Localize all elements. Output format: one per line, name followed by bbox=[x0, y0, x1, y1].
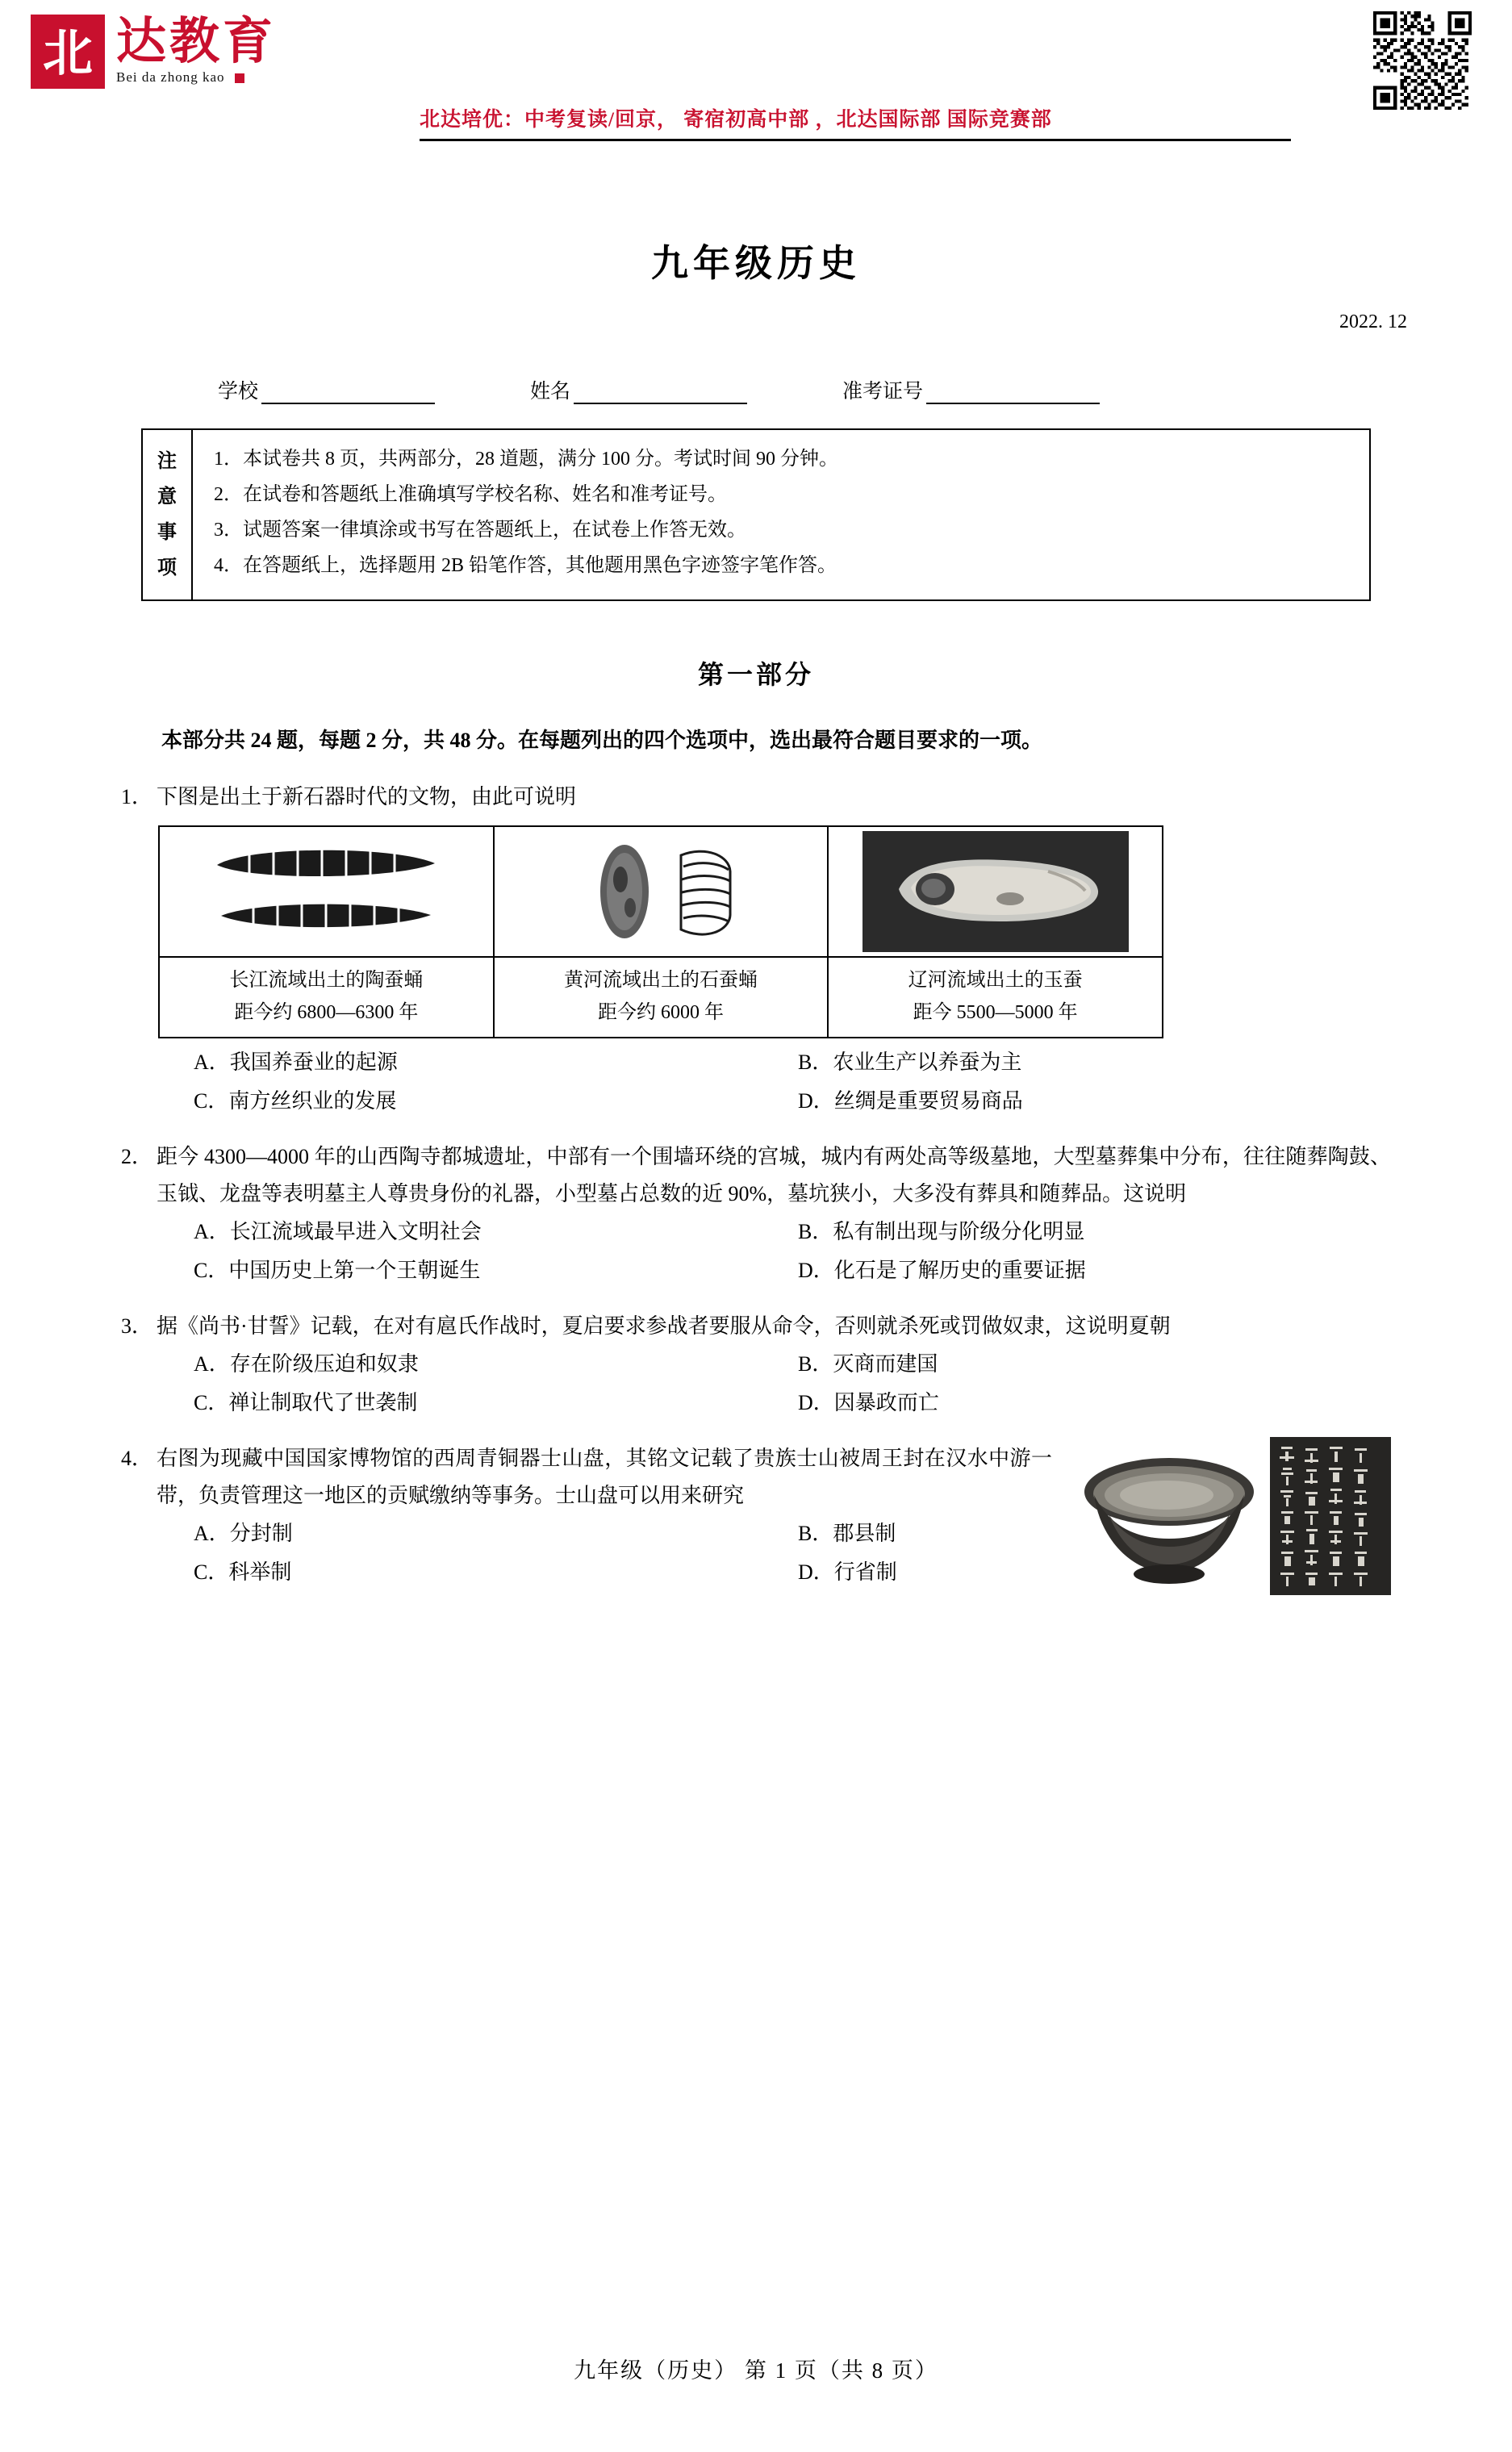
option-d[interactable]: D．行省制 bbox=[798, 1560, 897, 1584]
question-4-body bbox=[121, 1440, 1052, 1514]
header-slogan: 北达培优：中考复读/回京， 寄宿初高中部 ，北达国际部 国际竞赛部 bbox=[420, 109, 1052, 131]
part-title: 第一部分 bbox=[697, 660, 814, 689]
question-3-stem-row bbox=[121, 1308, 1391, 1345]
question-list bbox=[121, 779, 1391, 1592]
question-4-number: 4． bbox=[121, 1447, 153, 1470]
option-c[interactable]: C．中国历史上第一个王朝诞生 bbox=[194, 1259, 481, 1282]
notice-label bbox=[143, 430, 193, 599]
question-1-figure-table bbox=[158, 825, 1163, 1038]
option-c[interactable]: C．科举制 bbox=[194, 1560, 292, 1584]
option-a[interactable]: A．我国养蚕业的起源 bbox=[194, 1051, 398, 1074]
option-d[interactable]: D．丝绸是重要贸易商品 bbox=[798, 1089, 1023, 1113]
notice-item: 3．试题答案一律填涂或书写在答题纸上，在试卷上作答无效。 bbox=[214, 520, 746, 541]
stone-cocoon-cell bbox=[494, 826, 829, 957]
option-b[interactable]: B．私有制出现与阶级分化明显 bbox=[798, 1220, 1085, 1243]
caption-line: 长江流域出土的陶蚕蛹 bbox=[229, 970, 424, 991]
option-d[interactable]: D．因暴政而亡 bbox=[798, 1391, 939, 1414]
pottery-cocoon-cell bbox=[159, 826, 494, 957]
option-a[interactable]: A．存在阶级压迫和奴隶 bbox=[194, 1352, 419, 1376]
page-footer: 九年级（历史） 第 1 页（共 8 页） bbox=[574, 2358, 938, 2383]
question-2 bbox=[121, 1138, 1391, 1290]
notice-items bbox=[193, 430, 1369, 599]
logo-text-block bbox=[116, 15, 276, 86]
page-title: 九年级历史 bbox=[651, 243, 861, 284]
question-1-options bbox=[157, 1043, 1391, 1121]
logo-pinyin-row bbox=[116, 69, 276, 86]
question-2-stem: 距今 4300—4000 年的山西陶寺都城遗址，中部有一个围墙环绕的宫城，城内有两处高等级墓地，大型墓葬集中分布，往往随葬陶鼓、玉钺、龙盘等表明墓主人尊贵身份的礼器，小型墓占总数的近 90%，墓坑狭小，大多没有葬具和随葬品。这说明 bbox=[157, 1145, 1391, 1205]
admission-number-input[interactable] bbox=[926, 382, 1100, 404]
notice-label-char-2: 意 bbox=[157, 487, 177, 508]
option-a[interactable]: A．长江流域最早进入文明社会 bbox=[194, 1220, 482, 1243]
notice-item: 1．本试卷共 8 页，共两部分，28 道题，满分 100 分。考试时间 90 分钟。 bbox=[214, 449, 838, 470]
question-3-options bbox=[157, 1345, 1391, 1422]
question-4 bbox=[121, 1440, 1391, 1592]
caption-line: 距今约 6000 年 bbox=[597, 1002, 724, 1023]
school-field bbox=[218, 375, 435, 404]
logo-square-mark bbox=[235, 73, 244, 83]
qr-code-icon bbox=[1373, 11, 1472, 110]
question-1 bbox=[121, 779, 1391, 1121]
exam-date: 2022. 12 bbox=[1339, 311, 1407, 332]
bronze-pan-vessel-icon bbox=[1076, 1437, 1262, 1595]
admission-number-label: 准考证号 bbox=[842, 381, 924, 403]
page-header bbox=[0, 0, 1512, 161]
question-4-stem: 右图为现藏中国国家博物馆的西周青铜器士山盘，其铭文记载了贵族士山被周王封在汉水中游一带，负责管理这一地区的贡赋缴纳等事务。士山盘可以用来研究 bbox=[157, 1447, 1052, 1507]
option-d[interactable]: D．化石是了解历史的重要证据 bbox=[798, 1259, 1086, 1282]
figure-image-row bbox=[159, 826, 1163, 957]
question-1-stem-row bbox=[121, 779, 1391, 816]
logo-name-cn: 达教育 bbox=[116, 15, 277, 69]
question-3 bbox=[121, 1308, 1391, 1422]
notice-label-char-3: 事 bbox=[157, 522, 177, 543]
name-field bbox=[530, 375, 747, 404]
stone-cocoon-caption bbox=[494, 957, 829, 1038]
name-label: 姓名 bbox=[530, 381, 571, 403]
pottery-cocoon-icon bbox=[193, 831, 459, 952]
option-b[interactable]: B．郡县制 bbox=[798, 1522, 896, 1545]
option-c[interactable]: C．禅让制取代了世袭制 bbox=[194, 1391, 418, 1414]
notice-item: 2．在试卷和答题纸上准确填写学校名称、姓名和准考证号。 bbox=[214, 484, 727, 505]
notice-box bbox=[141, 428, 1371, 601]
figure-caption-row bbox=[159, 957, 1163, 1038]
logo-badge: 北 bbox=[31, 15, 105, 89]
notice-label-char-4: 项 bbox=[157, 558, 177, 579]
admission-number-field bbox=[842, 375, 1100, 404]
option-b[interactable]: B．灭商而建国 bbox=[798, 1352, 938, 1376]
question-3-stem: 据《尚书·甘誓》记载，在对有扈氏作战时，夏启要求参战者要服从命令，否则就杀死或罚做奴隶，这说明夏朝 bbox=[157, 1314, 1171, 1338]
student-id-line bbox=[0, 375, 1512, 404]
notice-item: 4．在答题纸上，选择题用 2B 铅笔作答，其他题用黑色字迹签字笔作答。 bbox=[214, 555, 837, 576]
bronze-inscription-rubbing-wrap bbox=[1270, 1437, 1391, 1599]
option-c[interactable]: C．南方丝织业的发展 bbox=[194, 1089, 397, 1113]
jade-silkworm-icon bbox=[863, 831, 1129, 952]
caption-line: 黄河流域出土的石蚕蛹 bbox=[563, 970, 758, 991]
option-b[interactable]: B．农业生产以养蚕为主 bbox=[798, 1051, 1022, 1074]
question-4-stem-row bbox=[121, 1440, 1052, 1514]
pottery-cocoon-caption bbox=[159, 957, 494, 1038]
logo-pinyin: Bei da zhong kao bbox=[116, 69, 225, 85]
question-4-images bbox=[1068, 1437, 1391, 1599]
bronze-pan-vessel-wrap bbox=[1076, 1437, 1262, 1599]
question-1-number: 1． bbox=[121, 785, 153, 808]
brand-logo bbox=[31, 15, 276, 89]
school-input[interactable] bbox=[261, 382, 435, 404]
part-description: 本部分共 24 题，每题 2 分，共 48 分。在每题列出的四个选项中，选出最符合题目要求的一项。 bbox=[161, 729, 1043, 752]
jade-silkworm-caption bbox=[828, 957, 1163, 1038]
caption-line: 辽河流域出土的玉蚕 bbox=[908, 970, 1083, 991]
caption-line: 距今约 6800—6300 年 bbox=[234, 1002, 419, 1023]
question-3-number: 3． bbox=[121, 1314, 153, 1338]
stone-cocoon-icon bbox=[540, 831, 782, 952]
jade-silkworm-cell bbox=[828, 826, 1163, 957]
notice-label-char-1: 注 bbox=[157, 451, 177, 472]
question-2-stem-row bbox=[121, 1138, 1391, 1213]
header-divider bbox=[420, 139, 1291, 141]
option-a[interactable]: A．分封制 bbox=[194, 1522, 293, 1545]
bronze-inscription-rubbing-icon bbox=[1270, 1437, 1391, 1595]
question-1-stem: 下图是出土于新石器时代的文物，由此可说明 bbox=[157, 785, 577, 808]
question-2-number: 2． bbox=[121, 1145, 153, 1168]
caption-line: 距今 5500—5000 年 bbox=[913, 1002, 1078, 1023]
question-2-options bbox=[157, 1213, 1391, 1290]
name-input[interactable] bbox=[574, 382, 747, 404]
school-label: 学校 bbox=[218, 381, 259, 403]
